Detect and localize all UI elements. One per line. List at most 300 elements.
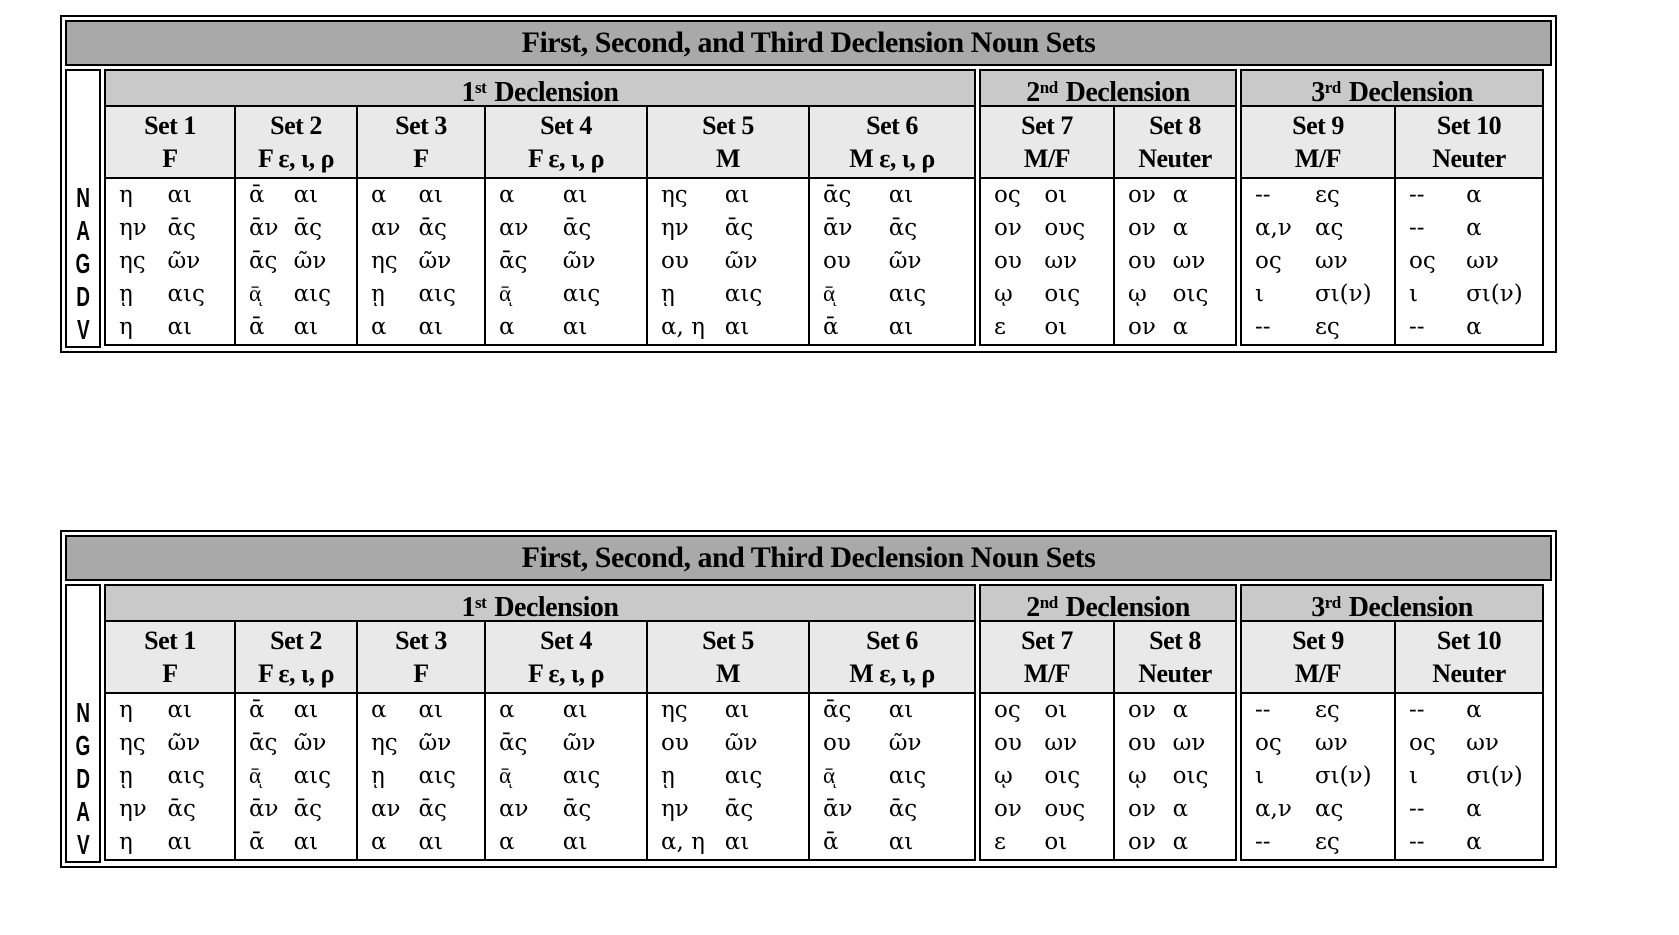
ending-plural: αις — [562, 281, 601, 307]
declension-group-2 — [979, 584, 1237, 861]
ending-plural: οις — [1044, 281, 1081, 307]
ending-singular: ε — [994, 829, 1006, 855]
ending-row-A — [981, 212, 1113, 245]
ending-plural: ῶν — [888, 248, 922, 274]
set-data-10 — [1394, 694, 1542, 859]
ending-row-D — [486, 278, 646, 311]
ending-plural: οι — [1044, 829, 1068, 855]
ending-row-A — [106, 793, 234, 826]
ending-plural: αι — [418, 182, 444, 208]
group-number: 1 — [461, 77, 476, 108]
ending-plural: ᾱς — [293, 215, 323, 241]
ending-singular: ος — [1255, 730, 1282, 756]
ending-row-N — [648, 694, 808, 727]
ending-plural: αι — [562, 829, 588, 855]
ending-row-A — [648, 793, 808, 826]
set-label: Set 5 — [702, 111, 754, 140]
set-subtype: F ε, ι, ρ — [527, 659, 604, 688]
ending-singular: ᾱͅ — [823, 763, 836, 789]
set-subtype: F — [162, 659, 178, 688]
set-subtype: Neuter — [1138, 144, 1212, 173]
ending-plural: ων — [1466, 248, 1499, 274]
ending-plural: ᾱς — [167, 796, 196, 822]
set-header-row — [1242, 622, 1542, 694]
ending-plural: αι — [888, 182, 914, 208]
ending-plural: αι — [293, 182, 319, 208]
ending-singular: ον — [1128, 182, 1156, 208]
group-word: Declension — [1348, 592, 1473, 623]
ending-singular: ον — [994, 215, 1022, 241]
ending-singular: ᾱς — [249, 248, 278, 274]
ending-singular: α — [499, 182, 515, 208]
ending-plural: αις — [724, 281, 763, 307]
ending-plural: αι — [418, 314, 444, 340]
ending-row-V — [486, 311, 646, 344]
set-data-3 — [356, 694, 484, 859]
ending-singular: -- — [1409, 829, 1425, 855]
set-subtype: M — [715, 144, 741, 173]
ending-row-N — [810, 179, 974, 212]
ending-plural: α — [1466, 796, 1482, 822]
ending-singular: α — [371, 697, 387, 723]
set-header-4 — [484, 107, 646, 177]
ending-singular: ῃ — [661, 763, 675, 789]
ending-row-V — [1396, 311, 1542, 344]
set-data-7 — [981, 694, 1113, 859]
ending-row-G — [648, 727, 808, 760]
ending-singular: α — [371, 182, 387, 208]
set-label: Set 3 — [395, 626, 447, 655]
ending-row-A — [358, 793, 484, 826]
ending-plural: αι — [888, 829, 914, 855]
case-column-spacer — [67, 71, 99, 181]
ending-row-V — [648, 826, 808, 859]
group-number: 2 — [1026, 592, 1040, 623]
ending-row-D — [236, 278, 356, 311]
ending-plural: οις — [1172, 763, 1209, 789]
set-label: Set 6 — [866, 111, 918, 140]
ending-row-D — [1396, 278, 1542, 311]
ending-plural: α — [1172, 796, 1189, 822]
ending-row-G — [106, 245, 234, 278]
set-subtype: F ε, ι, ρ — [257, 659, 334, 688]
ending-row-D — [236, 760, 356, 793]
ending-plural: ᾱς — [562, 796, 592, 822]
group-word: Declension — [494, 77, 619, 108]
ending-plural: αι — [293, 829, 319, 855]
case-label-V — [67, 313, 99, 346]
set-header-6 — [808, 107, 974, 177]
ending-plural: αις — [418, 763, 456, 789]
case-letter-text: A — [76, 215, 90, 246]
ending-row-A — [1396, 793, 1542, 826]
case-letter-text: N — [76, 697, 90, 728]
ending-singular: ῃ — [371, 281, 385, 307]
ending-singular: α,ν — [1255, 215, 1292, 241]
ending-plural: σι(ν) — [1314, 281, 1372, 307]
ending-singular: ᾱς — [499, 730, 528, 756]
ending-row-V — [358, 826, 484, 859]
ending-row-N — [1115, 694, 1235, 727]
ending-row-N — [1242, 694, 1394, 727]
declension-group-1 — [104, 584, 976, 861]
set-header-row — [981, 622, 1235, 694]
ending-row-D — [1115, 760, 1235, 793]
ending-plural: ες — [1314, 182, 1340, 208]
ending-plural: αις — [418, 281, 456, 307]
case-letter-text: V — [76, 829, 90, 860]
set-header-1 — [106, 622, 234, 692]
set-header-1 — [106, 107, 234, 177]
declension-group-3 — [1240, 584, 1544, 861]
case-label-G — [67, 729, 99, 762]
set-header-2 — [234, 622, 356, 692]
ending-plural: αις — [724, 763, 763, 789]
ending-row-G — [810, 245, 974, 278]
ending-plural: ῶν — [562, 248, 596, 274]
group-ordinal: rd — [1324, 78, 1341, 97]
ending-singular: ης — [119, 248, 146, 274]
set-label: Set 7 — [1021, 626, 1073, 655]
set-subtype: F — [162, 144, 178, 173]
ending-row-N — [358, 179, 484, 212]
ending-plural: ων — [1172, 730, 1206, 756]
ending-singular: α — [499, 697, 515, 723]
ending-plural: ᾱς — [418, 215, 447, 241]
ending-plural: α — [1172, 697, 1189, 723]
ending-singular: ᾱ — [249, 697, 265, 723]
ending-plural: αι — [167, 314, 192, 340]
ending-plural: αι — [293, 697, 319, 723]
ending-plural: ων — [1314, 248, 1348, 274]
set-subtype: F — [413, 144, 429, 173]
ending-singular: -- — [1409, 796, 1425, 822]
ending-singular: ᾱͅ — [249, 763, 262, 789]
ending-singular: α, η — [661, 829, 705, 855]
ending-singular: η — [119, 314, 133, 340]
ending-row-V — [981, 311, 1113, 344]
ending-row-D — [1396, 760, 1542, 793]
ending-row-A — [358, 212, 484, 245]
ending-plural: αις — [888, 281, 927, 307]
ending-row-V — [1242, 826, 1394, 859]
ending-singular: ᾱν — [823, 796, 853, 822]
ending-singular: -- — [1409, 697, 1425, 723]
ending-row-N — [236, 179, 356, 212]
ending-row-G — [810, 727, 974, 760]
case-letter-text: G — [75, 730, 91, 761]
ending-singular: ος — [994, 182, 1021, 208]
case-label-A — [67, 795, 99, 828]
ending-singular: ᾱͅ — [249, 281, 262, 307]
set-header-2 — [234, 107, 356, 177]
ending-row-A — [1115, 212, 1235, 245]
ending-singular: -- — [1409, 314, 1425, 340]
ending-singular: ᾱ — [823, 314, 839, 340]
set-header-8 — [1113, 622, 1235, 692]
ending-singular: ης — [371, 730, 398, 756]
set-subtype: M/F — [1294, 659, 1342, 688]
ending-row-A — [236, 212, 356, 245]
ending-plural: α — [1466, 314, 1482, 340]
ending-singular: ου — [1128, 730, 1156, 756]
ending-row-N — [810, 694, 974, 727]
declension-group-3 — [1240, 69, 1544, 346]
ending-row-A — [1242, 793, 1394, 826]
ending-plural: ᾱς — [418, 796, 447, 822]
ending-plural: ῶν — [724, 730, 758, 756]
ending-singular: ην — [119, 215, 147, 241]
set-data-row — [106, 179, 974, 344]
ending-row-D — [648, 278, 808, 311]
ending-singular: -- — [1255, 697, 1271, 723]
ending-plural: ᾱς — [888, 215, 918, 241]
group-ordinal: st — [475, 593, 487, 612]
case-label-column — [65, 584, 101, 863]
ending-singular: ην — [661, 215, 689, 241]
ending-row-N — [1115, 179, 1235, 212]
ending-row-V — [1396, 826, 1542, 859]
ending-row-D — [981, 760, 1113, 793]
ending-plural: α — [1172, 829, 1189, 855]
ending-plural: αις — [167, 763, 205, 789]
set-data-row — [1242, 179, 1542, 344]
ending-plural: ων — [1044, 730, 1078, 756]
ending-row-G — [236, 727, 356, 760]
table-body — [65, 69, 1552, 348]
set-data-5 — [646, 179, 808, 344]
ending-singular: ος — [1409, 730, 1436, 756]
declension-table — [60, 530, 1557, 868]
groups-row — [104, 69, 1552, 346]
ending-singular: η — [119, 697, 133, 723]
ending-singular: ου — [1128, 248, 1156, 274]
set-header-10 — [1394, 107, 1542, 177]
ending-row-V — [236, 311, 356, 344]
ending-singular: ην — [119, 796, 147, 822]
ending-singular: ᾱ — [249, 182, 265, 208]
ending-plural: ῶν — [167, 248, 201, 274]
ending-singular: ᾱ — [249, 829, 265, 855]
ending-row-V — [236, 826, 356, 859]
ending-plural: οι — [1044, 697, 1068, 723]
ending-plural: αι — [562, 182, 588, 208]
group-ordinal: nd — [1039, 78, 1058, 97]
ending-plural: αι — [167, 182, 192, 208]
set-header-9 — [1242, 622, 1394, 692]
declension-group-2 — [979, 69, 1237, 346]
ending-plural: ῶν — [167, 730, 201, 756]
set-label: Set 10 — [1436, 111, 1502, 140]
set-label: Set 4 — [540, 111, 592, 140]
set-header-5 — [646, 622, 808, 692]
set-subtype: M ε, ι, ρ — [849, 144, 935, 173]
ending-row-G — [106, 727, 234, 760]
case-label-V — [67, 828, 99, 861]
ending-row-V — [1242, 311, 1394, 344]
ending-plural: ες — [1314, 829, 1340, 855]
set-label: Set 8 — [1149, 111, 1201, 140]
set-label: Set 8 — [1149, 626, 1201, 655]
ending-singular: ῳ — [994, 281, 1013, 307]
ending-row-G — [648, 245, 808, 278]
ending-row-G — [1115, 727, 1235, 760]
ending-row-A — [486, 212, 646, 245]
ending-row-A — [648, 212, 808, 245]
case-letter-text: V — [76, 314, 90, 345]
set-label: Set 7 — [1021, 111, 1073, 140]
set-data-1 — [106, 694, 234, 859]
ending-row-V — [1115, 311, 1235, 344]
set-data-9 — [1242, 179, 1394, 344]
case-letter-text: N — [76, 182, 90, 213]
ending-row-N — [648, 179, 808, 212]
set-header-10 — [1394, 622, 1542, 692]
ending-singular: ον — [1128, 697, 1156, 723]
ending-row-A — [1396, 212, 1542, 245]
ending-row-N — [106, 694, 234, 727]
declension-group-header — [981, 586, 1235, 622]
ending-plural: ᾱς — [562, 215, 592, 241]
ending-singular: ᾱν — [249, 215, 279, 241]
declension-group-header — [1242, 586, 1542, 622]
group-word: Declension — [1348, 77, 1473, 108]
set-subtype: F ε, ι, ρ — [257, 144, 334, 173]
ending-singular: αν — [371, 215, 401, 241]
ending-singular: ᾱ — [823, 829, 839, 855]
ending-singular: ᾱ — [249, 314, 265, 340]
ending-plural: ους — [1044, 796, 1086, 822]
ending-plural: ων — [1172, 248, 1206, 274]
group-word: Declension — [494, 592, 619, 623]
ending-singular: ην — [661, 796, 689, 822]
set-data-row — [106, 694, 974, 859]
ending-plural: αις — [562, 763, 601, 789]
ending-row-G — [486, 245, 646, 278]
case-label-A — [67, 214, 99, 247]
ending-row-D — [358, 760, 484, 793]
ending-row-G — [1242, 727, 1394, 760]
group-ordinal: nd — [1039, 593, 1058, 612]
ending-plural: αις — [293, 763, 332, 789]
ending-singular: η — [119, 182, 133, 208]
ending-plural: οι — [1044, 182, 1068, 208]
set-data-8 — [1113, 694, 1235, 859]
set-data-row — [981, 179, 1235, 344]
set-data-6 — [808, 179, 974, 344]
set-data-6 — [808, 694, 974, 859]
ending-plural: ῶν — [293, 730, 327, 756]
set-header-row — [1242, 107, 1542, 179]
ending-singular: ης — [371, 248, 398, 274]
ending-row-D — [486, 760, 646, 793]
case-label-N — [67, 181, 99, 214]
ending-plural: ῶν — [418, 248, 452, 274]
ending-singular: ου — [823, 248, 851, 274]
set-data-2 — [234, 694, 356, 859]
set-header-5 — [646, 107, 808, 177]
set-subtype: Neuter — [1138, 659, 1212, 688]
table-title: First, Second, and Third Declension Noun Sets — [65, 20, 1552, 66]
ending-singular: -- — [1409, 182, 1425, 208]
set-subtype: M ε, ι, ρ — [849, 659, 935, 688]
set-subtype: M — [715, 659, 741, 688]
ending-plural: ες — [1314, 314, 1340, 340]
ending-singular: ου — [661, 248, 689, 274]
ending-row-V — [358, 311, 484, 344]
ending-row-A — [1115, 793, 1235, 826]
ending-plural: σι(ν) — [1466, 763, 1523, 789]
ending-row-N — [981, 179, 1113, 212]
ending-singular: ᾱς — [823, 182, 852, 208]
ending-row-V — [981, 826, 1113, 859]
ending-row-G — [358, 245, 484, 278]
ending-singular: α,ν — [1255, 796, 1292, 822]
ending-plural: αι — [724, 182, 750, 208]
ending-singular: ᾱͅ — [499, 763, 512, 789]
set-subtype: Neuter — [1432, 144, 1506, 173]
ending-row-G — [1242, 245, 1394, 278]
ending-plural: α — [1172, 314, 1189, 340]
ending-singular: ῃ — [119, 281, 133, 307]
ending-row-V — [106, 826, 234, 859]
ending-plural: ας — [1314, 796, 1344, 822]
case-label-column — [65, 69, 101, 348]
ending-row-V — [486, 826, 646, 859]
ending-plural: αι — [888, 697, 914, 723]
ending-singular: ᾱν — [823, 215, 853, 241]
ending-singular: ος — [1409, 248, 1436, 274]
set-header-9 — [1242, 107, 1394, 177]
set-label: Set 9 — [1292, 111, 1344, 140]
ending-plural: α — [1172, 182, 1189, 208]
set-subtype: M/F — [1023, 659, 1071, 688]
ending-row-D — [1115, 278, 1235, 311]
set-data-row — [1242, 694, 1542, 859]
ending-row-D — [810, 278, 974, 311]
ending-row-G — [1396, 245, 1542, 278]
set-data-1 — [106, 179, 234, 344]
set-header-6 — [808, 622, 974, 692]
ending-singular: ᾱͅ — [499, 281, 512, 307]
ending-row-N — [1396, 179, 1542, 212]
ending-plural: α — [1172, 215, 1189, 241]
ending-plural: ᾱς — [888, 796, 918, 822]
ending-row-G — [236, 245, 356, 278]
ending-singular: ι — [1409, 281, 1419, 307]
ending-singular: -- — [1255, 182, 1271, 208]
ending-singular: ῳ — [994, 763, 1013, 789]
ending-singular: ον — [1128, 215, 1156, 241]
set-label: Set 10 — [1436, 626, 1502, 655]
group-number: 2 — [1026, 77, 1040, 108]
ending-row-D — [1242, 278, 1394, 311]
set-header-4 — [484, 622, 646, 692]
ending-row-N — [358, 694, 484, 727]
ending-row-V — [810, 311, 974, 344]
set-subtype: F — [413, 659, 429, 688]
case-label-N — [67, 696, 99, 729]
set-label: Set 2 — [270, 626, 322, 655]
case-letter-text: D — [76, 281, 90, 312]
declension-group-1 — [104, 69, 976, 346]
declension-group-header — [1242, 71, 1542, 107]
ending-plural: οις — [1044, 763, 1081, 789]
set-label: Set 2 — [270, 111, 322, 140]
ending-row-G — [486, 727, 646, 760]
group-number: 3 — [1311, 592, 1325, 623]
set-data-row — [981, 694, 1235, 859]
